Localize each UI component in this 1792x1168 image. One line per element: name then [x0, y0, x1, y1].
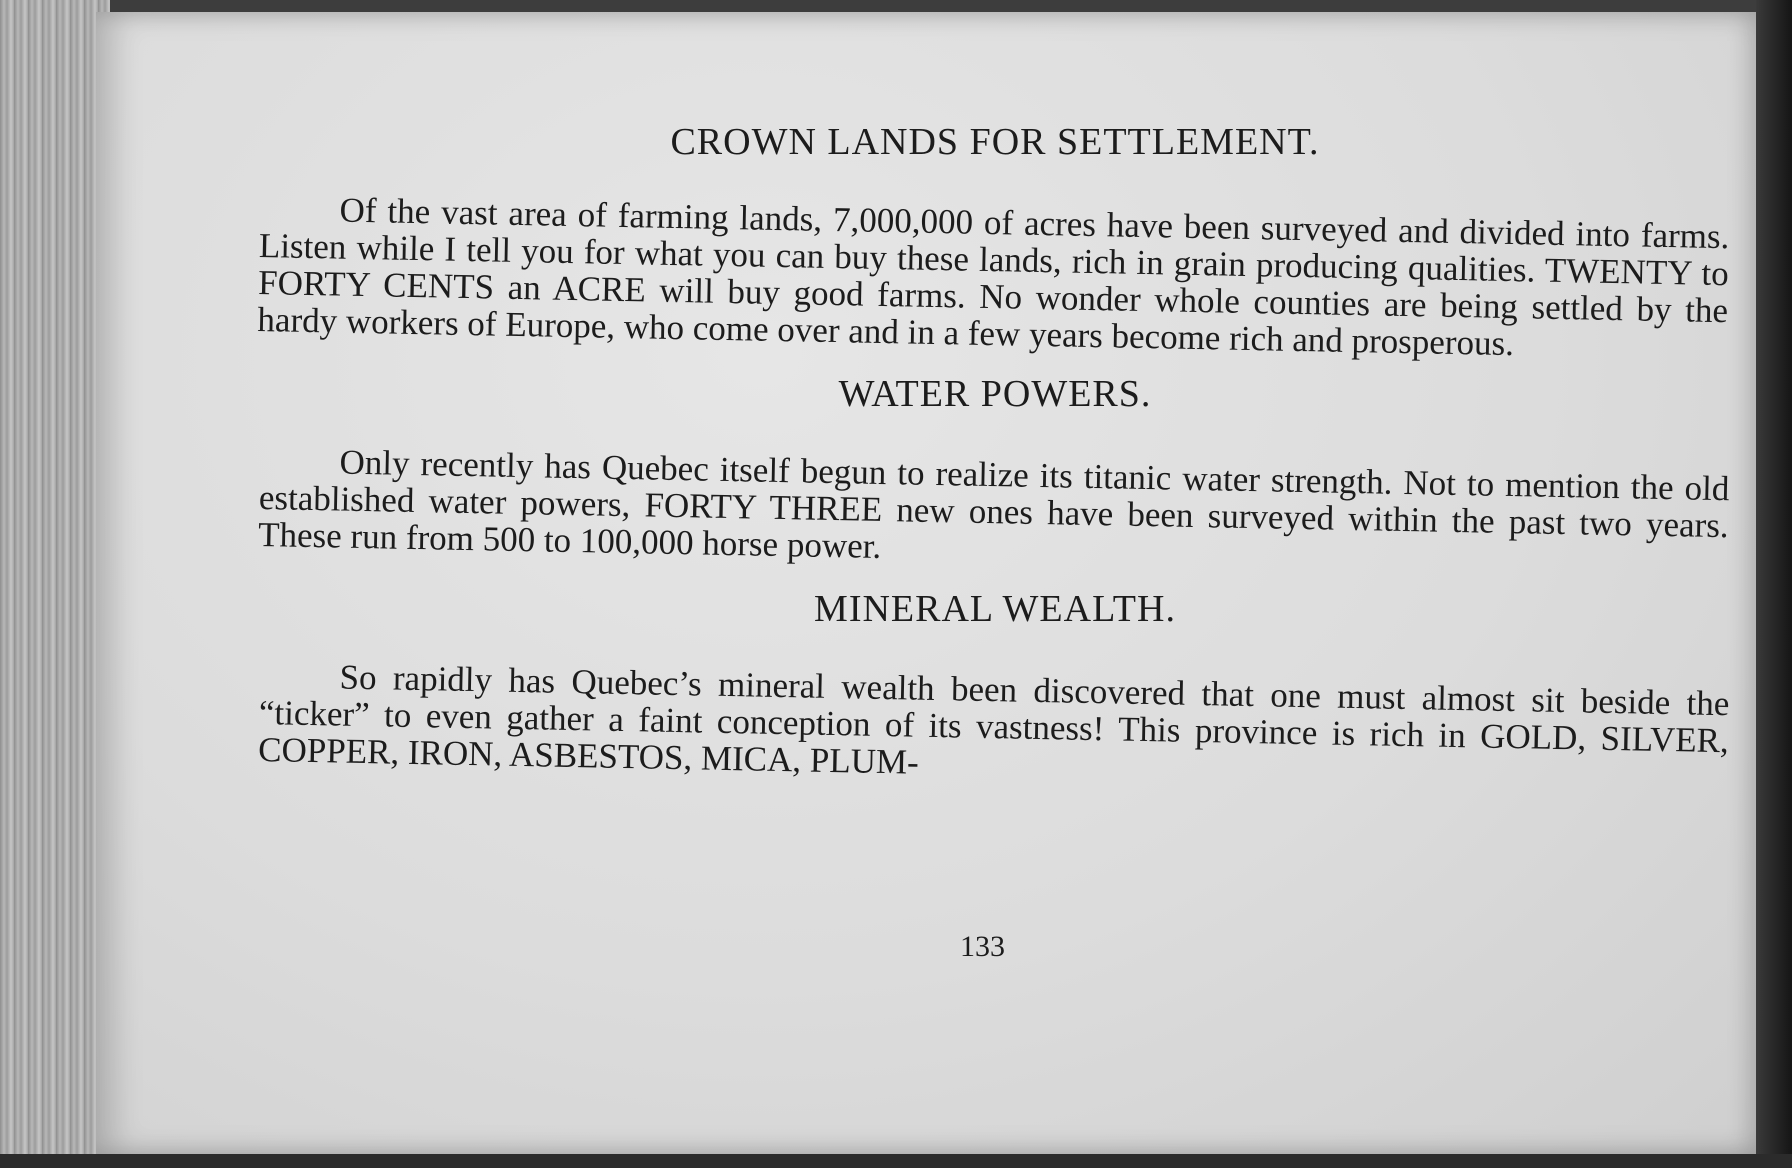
scan-right-edge — [1756, 0, 1792, 1168]
page-number: 133 — [960, 930, 1005, 963]
section-body-mineral-wealth: So rapidly has Quebec’s mineral wealth been discovered that one must almost sit beside the “ticker” to even gather a faint conception of its vastness! This province is rich in GOLD, SILVER, COPPER, IRON, ASBESTOS, MICA, PLUM- — [257, 657, 1730, 782]
stacked-page-edges — [0, 0, 110, 1168]
section-body-water-powers: Only recently has Quebec itself begun to realize its titanic water strength. Not to mention the old established water powers, FORTY THREE new ones have been surveyed within the past two years. These run from 500 to 100,000 horse power. — [257, 442, 1730, 566]
section-body-crown-lands: Of the vast area of farming lands, 7,000,000 of acres have been surveyed and divided into farms. Listen while I tell you for what you can buy these lands, rich in grain producing qualities. TWENTY to FORTY CENTS an ACRE will buy good farms. No wonder whole counties are being settled by the hardy workers of Europe, who come over and in a few years become rich and prosperous. — [257, 190, 1730, 364]
section-heading-water-powers: WATER POWERS. — [838, 373, 1152, 415]
scan-bottom-edge — [0, 1154, 1792, 1168]
scan-top-edge — [0, 0, 1792, 12]
section-heading-mineral-wealth: MINERAL WEALTH. — [814, 588, 1176, 630]
page-text — [257, 120, 1730, 802]
section-heading-crown-lands: CROWN LANDS FOR SETTLEMENT. — [670, 121, 1320, 163]
